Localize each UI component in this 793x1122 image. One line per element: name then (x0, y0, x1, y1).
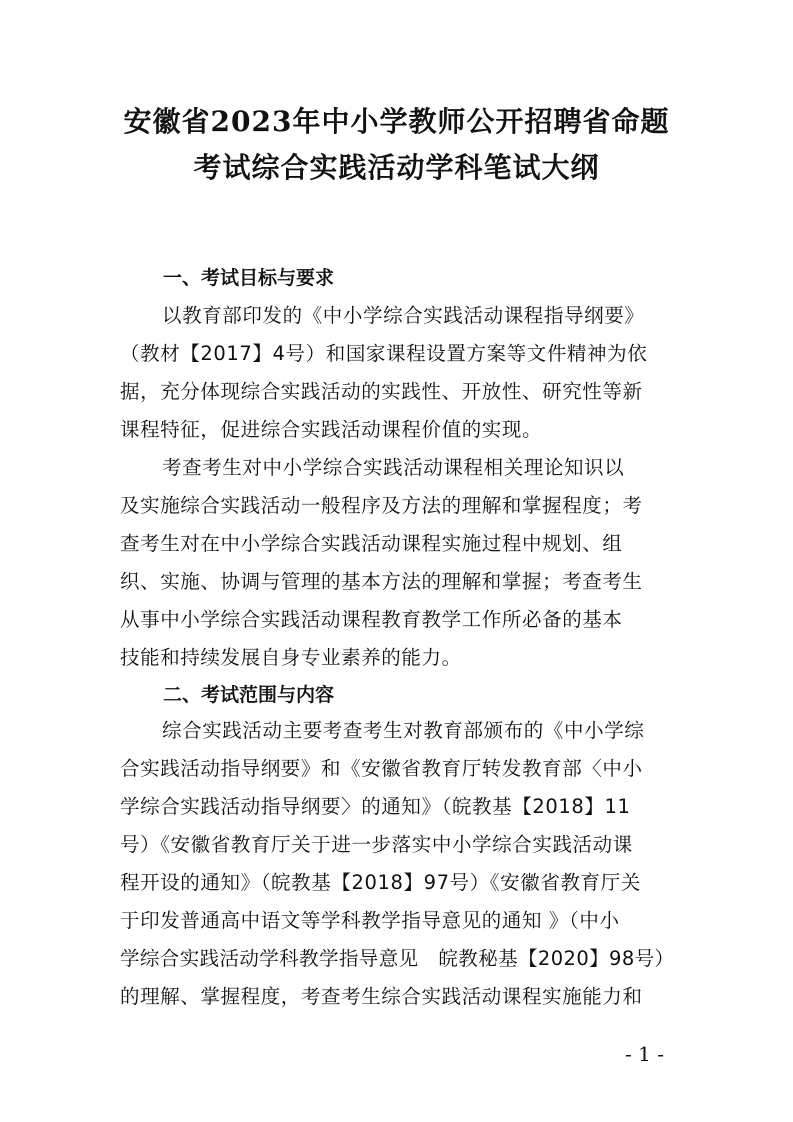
paragraph-line: 查考生对在中小学综合实践活动课程实施过程中规划、组 (120, 532, 623, 555)
document-title-line-1: 安徽省2023年中小学教师公开招聘省命题 (123, 105, 670, 138)
document-title-line-2: 考试综合实践活动学科笔试大纲 (193, 151, 600, 184)
paragraph-line: 学综合实践活动学科教学指导意见 皖教秘基【2020】98号） (120, 947, 675, 970)
paragraph-line: 的理解、掌握程度，考查考生综合实践活动课程实施能力和 (120, 985, 643, 1008)
paragraph-line: （教材【2017】4号）和国家课程设置方案等文件精神为依 (120, 342, 648, 365)
paragraph-line: 及实施综合实践活动一般程序及方法的理解和掌握程度；考 (120, 494, 643, 517)
section-1-heading: 一、考试目标与要求 (163, 267, 335, 289)
section-2-heading: 二、考试范围与内容 (163, 684, 335, 706)
paragraph-line: 程开设的通知》（皖教基【2018】97号）《安徽省教育厅关 (120, 871, 641, 894)
paragraph-line: 号）《安徽省教育厅关于进一步落实中小学综合实践活动课 (120, 833, 633, 856)
paragraph-line: 以教育部印发的《中小学综合实践活动课程指导纲要》 (162, 304, 645, 327)
paragraph-line: 综合实践活动主要考查考生对教育部颁布的《中小学综 (162, 719, 645, 742)
paragraph-line: 课程特征，促进综合实践活动课程价值的实现。 (120, 418, 543, 441)
paragraph-line: 技能和持续发展自身专业素养的能力。 (120, 646, 462, 669)
paragraph-line: 学综合实践活动指导纲要〉的通知》（皖教基【2018】11 (120, 795, 631, 818)
paragraph-line: 据，充分体现综合实践活动的实践性、开放性、研究性等新 (120, 380, 643, 403)
page-number: - 1 - (625, 1042, 664, 1066)
paragraph-line: 于印发普通高中语文等学科教学指导意见的通知 》（中小 (120, 909, 620, 932)
paragraph-line: 合实践活动指导纲要》和《安徽省教育厅转发教育部〈中小 (120, 757, 643, 780)
paragraph-line: 从事中小学综合实践活动课程教育教学工作所必备的基本 (120, 608, 623, 631)
paragraph-line: 织、实施、协调与管理的基本方法的理解和掌握；考查考生 (120, 570, 643, 593)
paragraph-line: 考查考生对中小学综合实践活动课程相关理论知识以 (162, 456, 625, 479)
